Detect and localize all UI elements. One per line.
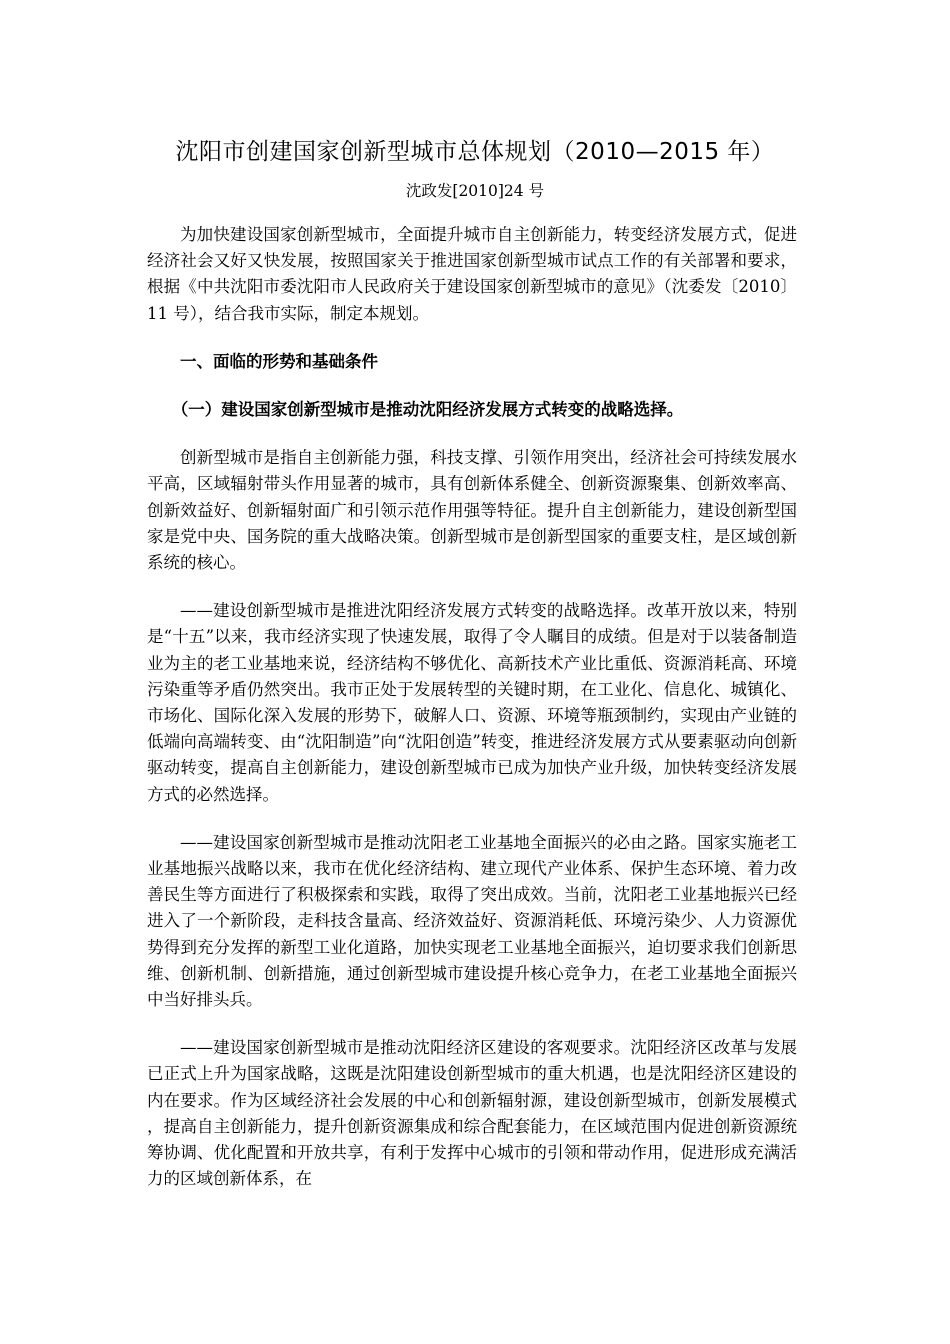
body-paragraph: ——建设国家创新型城市是推动沈阳经济区建设的客观要求。沈阳经济区改革与发展已正式上升为国家战略，这既是沈阳建设创新型城市的重大机遇，也是沈阳经济区建设的内在要求。作为区域经济社会发展的中心和创新辐射源，建设创新型城市，创新发展模式，提高自主创新能力，提升创新资源集成和综合配套能力，在区域范围内促进创新资源统筹协调、优化配置和开放共享，有利于发挥中心城市的引领和带动作用，促进形成充满活力的区域创新体系，在 <box>147 1038 797 1189</box>
document-number: 沈政发[2010]24 号 <box>405 182 545 200</box>
document-title: 沈阳市创建国家创新型城市总体规划（2010—2015 年） <box>175 139 775 165</box>
section-heading: 一、面临的形势和基础条件 <box>180 351 378 371</box>
body-paragraph: ——建设创新型城市是推进沈阳经济发展方式转变的战略选择。改革开放以来，特别是“十五”以来，我市经济实现了快速发展，取得了令人瞩目的成绩。但是对于以装备制造业为主的老工业基地来说，经济结构不够优化、高新技术产业比重低、资源消耗高、环境污染重等矛盾仍然突出。我市正处于发展转型的关键时期，在工业化、信息化、城镇化、市场化、国际化深入发展的形势下，破解人口、资源、环境等瓶颈制约，实现由产业链的低端向高端转变、由“沈阳制造”向“沈阳创造”转变，推进经济发展方式从要素驱动向创新驱动转变，提高自主创新能力，建设创新型城市已成为加快产业升级，加快转变经济发展方式的必然选择。 <box>147 601 797 804</box>
body-paragraph: 创新型城市是指自主创新能力强，科技支撑、引领作用突出，经济社会可持续发展水平高，区域辐射带头作用显著的城市，具有创新体系健全、创新资源聚集、创新效率高、创新效益好、创新辐射面广和引领示范作用强等特征。提升自主创新能力，建设创新型国家是党中央、国务院的重大战略决策。创新型城市是创新型国家的重要支柱，是区域创新系统的核心。 <box>147 448 797 573</box>
body-paragraph: ——建设国家创新型城市是推动沈阳老工业基地全面振兴的必由之路。国家实施老工业基地振兴战略以来，我市在优化经济结构、建立现代产业体系、保护生态环境、着力改善民生等方面进行了积极探索和实践，取得了突出成效。当前，沈阳老工业基地振兴已经进入了一个新阶段，走科技含量高、经济效益好、资源消耗低、环境污染少、人力资源优势得到充分发挥的新型工业化道路，加快实现老工业基地全面振兴，迫切要求我们创新思维、创新机制、创新措施，通过创新型城市建设提升核心竞争力，在老工业基地全面振兴中当好排头兵。 <box>147 832 797 1010</box>
document-body <box>147 222 797 1215</box>
subsection-heading: （一）建设国家创新型城市是推动沈阳经济发展方式转变的战略选择。 <box>171 400 684 420</box>
intro-paragraph: 为加快建设国家创新型城市，全面提升城市自主创新能力，转变经济发展方式，促进经济社会又好又快发展，按照国家关于推进国家创新型城市试点工作的有关部署和要求，根据《中共沈阳市委沈阳市人民政府关于建设国家创新型城市的意见》（沈委发〔2010〕11 号），结合我市实际，制定本规划。 <box>147 225 797 323</box>
